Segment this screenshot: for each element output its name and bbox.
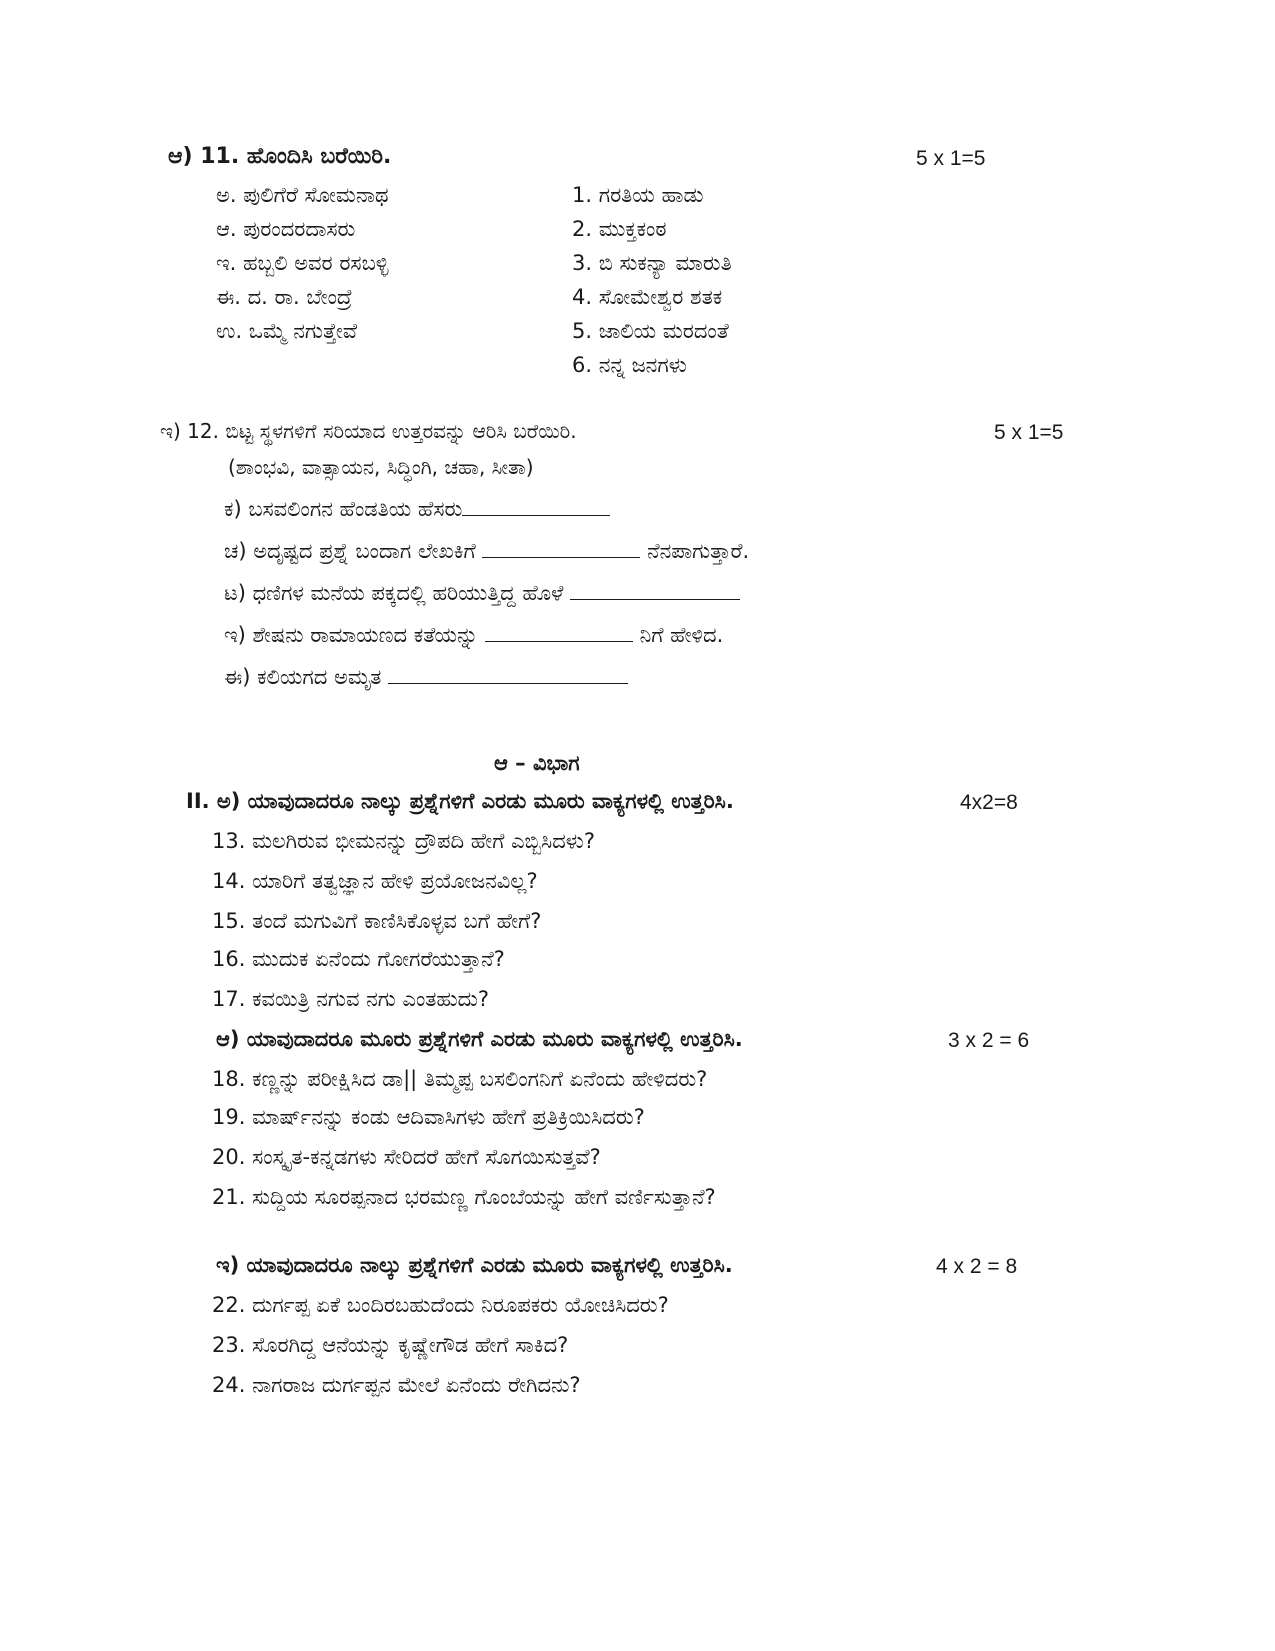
- question: 14. ಯಾರಿಗೆ ತತ್ವಜ್ಞಾನ ಹೇಳಿ ಪ್ರಯೋಜನವಿಲ್ಲ?: [212, 869, 538, 893]
- section-title: ಆ – ವಿಭಾಗ: [494, 751, 580, 775]
- partA-marks: 4x2=8: [960, 791, 1018, 814]
- question: 15. ತಂದೆ ಮಗುವಿಗೆ ಕಾಣಿಸಿಕೊಳ್ಳವ ಬಗೆ ಹೇಗೆ?: [212, 909, 542, 933]
- answer-blank[interactable]: [462, 497, 610, 516]
- q12-marks: 5 x 1=5: [994, 421, 1064, 444]
- question: 17. ಕವಯಿತ್ರಿ ನಗುವ ನಗು ಎಂತಹುದು?: [212, 987, 490, 1011]
- q11-left-item: ಅ. ಪುಲಿಗೆರೆ ಸೋಮನಾಥ: [216, 183, 389, 207]
- q11-left-item: ಇ. ಹಬ್ಬಲಿ ಅವರ ರಸಬಳ್ಳಿ: [216, 251, 389, 275]
- question: 23. ಸೊರಗಿದ್ದ ಆನೆಯನ್ನು ಕೃಷ್ಣೇಗೌಡ ಹೇಗೆ ಸಾಕಿದ?: [212, 1333, 569, 1357]
- q12-item-text: ಟ) ಧಣಿಗಳ ಮನೆಯ ಪಕ್ಕದಲ್ಲಿ ಹರಿಯುತ್ತಿದ್ದ ಹೊಳೆ: [224, 581, 564, 605]
- question: 16. ಮುದುಕ ಏನೆಂದು ಗೋಗರೆಯುತ್ತಾನೆ?: [212, 947, 505, 971]
- answer-blank[interactable]: [570, 581, 740, 600]
- q12-item: [224, 580, 740, 606]
- q12-item-text: ಕ) ಬಸವಲಿಂಗನ ಹೆಂಡತಿಯ ಹೆಸರು: [224, 497, 463, 521]
- q12-item-suffix: ನಿಗೆ ಹೇಳಿದ.: [639, 623, 724, 647]
- q12-item-suffix: ನೆನಪಾಗುತ್ತಾರೆ.: [647, 539, 750, 563]
- question: 21. ಸುದ್ದಿಯ ಸೂರಪ್ಪನಾದ ಭರಮಣ್ಣ ಗೊಂಬೆಯನ್ನು ಹೇಗೆ ವರ್ಣಿಸುತ್ತಾನೆ?: [212, 1185, 716, 1209]
- question: 19. ಮಾರ್ಷ್‌ನನ್ನು ಕಂಡು ಆದಿವಾಸಿಗಳು ಹೇಗೆ ಪ್ರತಿಕ್ರಿಯಿಸಿದರು?: [212, 1105, 645, 1129]
- q11-heading: ಆ) 11. ಹೊಂದಿಸಿ ಬರೆಯಿರಿ.: [168, 144, 392, 169]
- q12-item-text: ಈ) ಕಲಿಯಗದ ಅಮೃತ: [224, 665, 382, 689]
- q11-right-item: 3. ಬಿ ಸುಕನ್ಯಾ ಮಾರುತಿ: [572, 251, 732, 275]
- partB-heading: ಆ) ಯಾವುದಾದರೂ ಮೂರು ಪ್ರಶ್ನೆಗಳಿಗೆ ಎರಡು ಮೂರು ವಾಕ್ಯಗಳಲ್ಲಿ ಉತ್ತರಿಸಿ.: [216, 1027, 743, 1051]
- q12-item: [224, 538, 749, 564]
- q11-right-item: 1. ಗರತಿಯ ಹಾಡು: [572, 183, 704, 207]
- partA-heading: II. ಅ) ಯಾವುದಾದರೂ ನಾಲ್ಕು ಪ್ರಶ್ನೆಗಳಿಗೆ ಎರಡು ಮೂರು ವಾಕ್ಯಗಳಲ್ಲಿ ಉತ್ತರಿಸಿ.: [186, 789, 734, 813]
- q11-left-item: ಉ. ಒಮ್ಮೆ ನಗುತ್ತೇವೆ: [216, 319, 358, 343]
- question: 18. ಕಣ್ಣನ್ನು ಪರೀಕ್ಷಿಸಿದ ಡಾ|| ತಿಮ್ಮಪ್ಪ ಬಸಲಿಂಗನಿಗೆ ಏನೆಂದು ಹೇಳಿದರು?: [212, 1067, 708, 1091]
- partC-heading: ಇ) ಯಾವುದಾದರೂ ನಾಲ್ಕು ಪ್ರಶ್ನೆಗಳಿಗೆ ಎರಡು ಮೂರು ವಾಕ್ಯಗಳಲ್ಲಿ ಉತ್ತರಿಸಿ.: [216, 1253, 733, 1277]
- answer-blank[interactable]: [482, 539, 640, 558]
- question: 22. ದುರ್ಗಪ್ಪ ಏಕೆ ಬಂದಿರಬಹುದೆಂದು ನಿರೂಪಕರು ಯೋಚಿಸಿದರು?: [212, 1293, 669, 1317]
- q11-right-item: 4. ಸೋಮೇಶ್ವರ ಶತಕ: [572, 285, 723, 309]
- answer-blank[interactable]: [388, 665, 628, 684]
- q11-left-item: ಆ. ಪುರಂದರದಾಸರು: [216, 217, 356, 241]
- q11-marks: 5 x 1=5: [916, 147, 986, 170]
- question: 24. ನಾಗರಾಜ ದುರ್ಗಪ್ಪನ ಮೇಲೆ ಏನೆಂದು ರೇಗಿದನು?: [212, 1373, 581, 1397]
- q12-item-text: ಇ) ಶೇಷನು ರಾಮಾಯಣದ ಕತೆಯನ್ನು: [224, 623, 479, 647]
- q11-left-item: ಈ. ದ. ರಾ. ಬೇಂದ್ರೆ: [216, 285, 353, 309]
- q11-right-item: 5. ಜಾಲಿಯ ಮರದಂತೆ: [572, 319, 729, 343]
- q12-heading: ಇ) 12. ಬಿಟ್ಟ ಸ್ಥಳಗಳಿಗೆ ಸರಿಯಾದ ಉತ್ತರವನ್ನು ಆರಿಸಿ ಬರೆಯಿರಿ.: [160, 419, 577, 443]
- partC-marks: 4 x 2 = 8: [936, 1255, 1018, 1278]
- q11-right-item: 6. ನನ್ನ ಜನಗಳು: [572, 353, 687, 377]
- q12-options: (ಶಾಂಭವಿ, ವಾತ್ಸಾಯನ, ಸಿದ್ಧಿಂಗಿ, ಚಹಾ, ಸೀತಾ): [228, 455, 534, 479]
- q12-item: [224, 496, 610, 522]
- partB-marks: 3 x 2 = 6: [948, 1029, 1030, 1052]
- q11-right-item: 2. ಮುಕ್ತಕಂಠ: [572, 217, 667, 241]
- question: 20. ಸಂಸ್ಕೃತ-ಕನ್ನಡಗಳು ಸೇರಿದರೆ ಹೇಗೆ ಸೊಗಯಿಸುತ್ತವೆ?: [212, 1145, 601, 1169]
- q12-item: [224, 622, 723, 648]
- question: 13. ಮಲಗಿರುವ ಭೀಮನನ್ನು ದ್ರೌಪದಿ ಹೇಗೆ ಎಬ್ಬಿಸಿದಳು?: [212, 829, 596, 853]
- q12-item: [224, 664, 628, 690]
- answer-blank[interactable]: [485, 623, 633, 642]
- q12-item-text: ಚ) ಅದೃಷ್ಟದ ಪ್ರಶ್ನೆ ಬಂದಾಗ ಲೇಖಕಿಗೆ: [224, 539, 476, 563]
